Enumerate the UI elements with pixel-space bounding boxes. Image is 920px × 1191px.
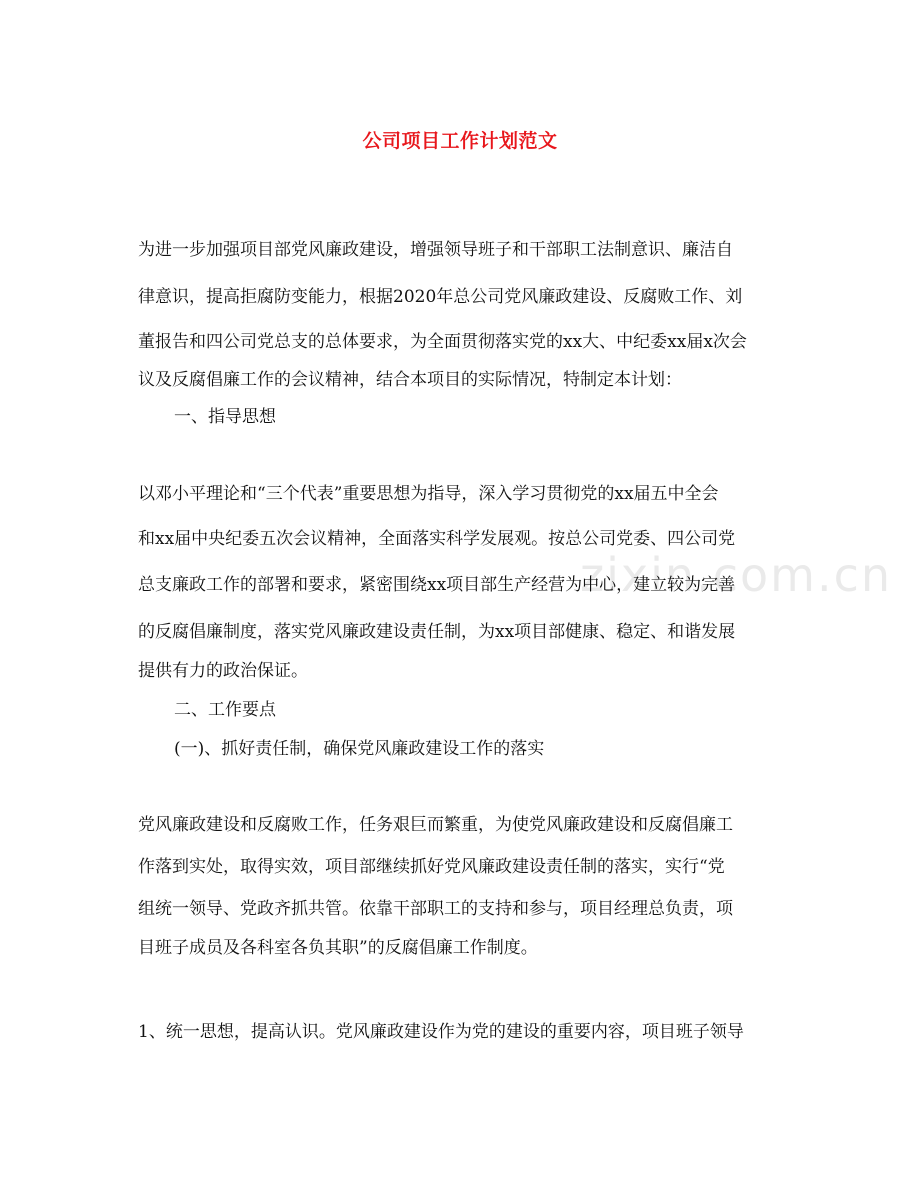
section-heading-guidance: 一、指导思想: [174, 407, 276, 427]
document-title: 公司项目工作计划范文: [362, 130, 558, 152]
subsection-heading: (一)、抓好责任制，确保党风廉政建设工作的落实: [174, 739, 545, 759]
guide-line: 和xx届中央纪委五次会议精神，全面落实科学发展观。按总公司党委、四公司党: [138, 529, 736, 549]
guide-line: 总支廉政工作的部署和要求，紧密围绕xx项目部生产经营为中心，建立较为完善: [138, 575, 736, 595]
section-heading-work-points: 二、工作要点: [174, 700, 276, 720]
point-line: 作落到实处，取得实效，项目部继续抓好党风廉政建设责任制的落实，实行“党: [138, 857, 725, 877]
point-line: 目班子成员及各科室各负其职”的反腐倡廉工作制度。: [138, 938, 538, 958]
intro-line: 议及反腐倡廉工作的会议精神，结合本项目的实际情况，特制定本计划：: [138, 370, 682, 390]
item-line: 1、统一思想，提高认识。党风廉政建设作为党的建设的重要内容，项目班子领导: [138, 1022, 744, 1042]
guide-line: 以邓小平理论和“三个代表”重要思想为指导，深入学习贯彻党的xx届五中全会: [138, 484, 719, 504]
guide-line: 提供有力的政治保证。: [138, 661, 308, 681]
point-line: 组统一领导、党政齐抓共管。依靠干部职工的支持和参与，项目经理总负责，项: [138, 899, 733, 919]
point-line: 党风廉政建设和反腐败工作，任务艰巨而繁重，为使党风廉政建设和反腐倡廉工: [138, 815, 733, 835]
watermark: zixin.com.cn: [580, 548, 893, 602]
intro-line: 律意识，提高拒腐防变能力，根据2020年总公司党风廉政建设、反腐败工作、刘: [138, 287, 743, 307]
intro-line: 为进一步加强项目部党风廉政建设，增强领导班子和干部职工法制意识、廉洁自: [138, 240, 733, 260]
intro-line: 董报告和四公司党总支的总体要求，为全面贯彻落实党的xx大、中纪委xx届x次会: [138, 332, 747, 352]
guide-line: 的反腐倡廉制度，落实党风廉政建设责任制，为xx项目部健康、稳定、和谐发展: [138, 622, 736, 642]
